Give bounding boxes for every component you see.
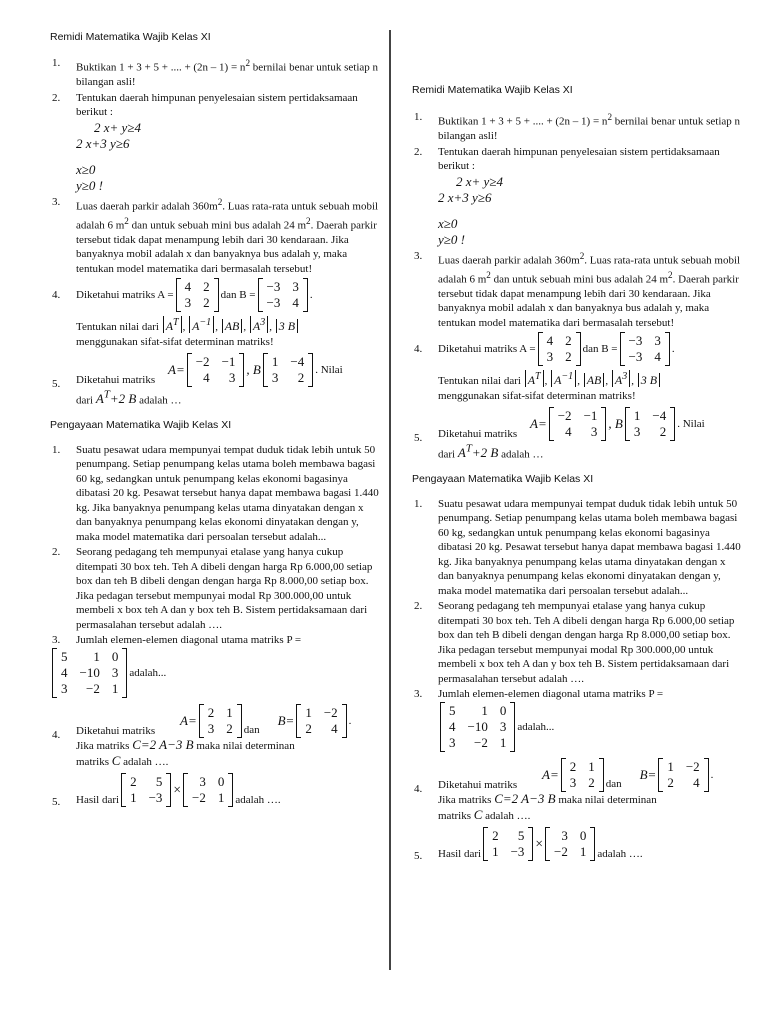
remidi-q2: 2. Tentukan daerah himpunan penyelesaian sistem pertidaksamaan berikut : 2 x+ y≥4 2 x+3 y≥6 x≥0 y≥0 ! <box>52 91 358 193</box>
remidi-q5: A= −2 −1 4 3 , B 1 −4 3 2 . Nilai 5. Diketahui matriks dari $A^T+2$ B adalah … <box>52 354 343 407</box>
left-column <box>50 0 380 808</box>
pengayaan-title: Pengayaan Matematika Wajib Kelas XI <box>50 418 232 431</box>
pengayaan-q3: 3. Jumlah elemen-elemen diagonal utama matriks P = 5 1 0 4 −10 3 3 −2 1 adalah... <box>414 688 664 750</box>
column-divider <box>389 30 391 970</box>
remidi-q4: 4. Diketahui matriks A = 4 2 3 2 dan B = −3 3 −3 4 . Tentukan nilai dari $A^T$ , $A^{-1}$ , AB , $A^3$ , 3 B menggunakan sifat-sifat determinan matriks! <box>414 333 675 402</box>
pengayaan-q1: 1. Suatu pesawat udara mempunyai tempat duduk tidak lebih untuk 50 penumpang. Setiap penumpang kelas utama boleh membawa bagasi 60 kg, sedangkan untuk penumpang kelas ekonomi bagasinya dibatasi 20 kg. Pesawat tersebut hanya dapat membawa bagasi 1.440 kg. Jika banyaknya penumpang kelas utama dinyatakan dengan x dan banyaknya penumpang kelas ekonomi dinyatakan dengan y, maka model matematika dari persoalan tersebut adalah... <box>414 497 741 597</box>
right-column <box>412 0 742 862</box>
remidi-list <box>50 56 380 408</box>
pengayaan-q4: A= 2 1 3 2 dan B= 1 −2 2 4 . 4. Diketahui matriks Jika matriks C=2 A−3 B maka nilai determinan matriks C adalah …. <box>414 758 714 822</box>
remidi-q3: 3. Luas daerah parkir adalah $360m^2$. Luas rata-rata untuk sebuah mobil adalah 6 $m^2$ dan untuk sebuah mini bus adalah 24 $m^2$. Daerah parkir tersebut tidak dapat menampung lebih dari 30 kendaraan. Jika banyaknya mobil adalah x dan banyaknya bus adalah y, maka tentukan model matematika dari bermasalah tersebut! <box>52 195 379 275</box>
remidi-q4: 4. Diketahui matriks A = 4 2 3 2 dan B = −3 3 −3 4 . Tentukan nilai dari $A^T$ , $A^{-1}$ , AB , $A^3$ , 3 B menggunakan sifat-sifat determinan matriks! <box>52 279 313 348</box>
pengayaan-q3: 3. Jumlah elemen-elemen diagonal utama matriks P = 5 1 0 4 −10 3 3 −2 1 adalah... <box>52 634 302 696</box>
remidi-list <box>412 110 742 462</box>
pengayaan-q2: 2. Seorang pedagang teh mempunyai etalase yang hanya cukup ditempati 30 box teh. Teh A dibeli dengan harga Rp 6.000,00 setiap box dan teh B dibeli dengan dengan harga Rp 8.000,00 setiap box. Jika pedagan tersebut mempunyai modal Rp 300.000,00 untuk membeli x box teh A dan y box teh B. Sistem pertidaksamaan dari permasalahan tersebut adalah …. <box>52 546 373 631</box>
pengayaan-title: Pengayaan Matematika Wajib Kelas XI <box>412 472 594 485</box>
pengayaan-q5: 5. Hasil dari 2 5 1 −3 × 3 0 −2 1 adalah …. <box>414 828 643 863</box>
pengayaan-q2: 2. Seorang pedagang teh mempunyai etalase yang hanya cukup ditempati 30 box teh. Teh A dibeli dengan harga Rp 6.000,00 setiap box dan teh B dibeli dengan dengan harga Rp 8.000,00 setiap box. Jika pedagan tersebut mempunyai modal Rp 300.000,00 untuk membeli x box teh A dan y box teh B. Sistem pertidaksamaan dari permasalahan tersebut adalah …. <box>414 600 735 685</box>
matrix-b: −3 3 −3 4 <box>258 278 308 312</box>
remidi-q5: A= −2 −1 4 3 , B 1 −4 3 2 . Nilai 5. Diketahui matriks dari $A^T+2$ B adalah … <box>414 408 705 461</box>
matrix-a: 4 2 3 2 <box>176 278 219 312</box>
remidi-title: Remidi Matematika Wajib Kelas XI <box>50 31 211 43</box>
pengayaan-list <box>412 497 742 862</box>
remidi-q2: 2. Tentukan daerah himpunan penyelesaian sistem pertidaksamaan berikut : 2 x+ y≥4 2 x+3 y≥6 x≥0 y≥0 ! <box>414 145 720 247</box>
remidi-title: Remidi Matematika Wajib Kelas XI <box>412 84 573 96</box>
pengayaan-q5: 5. Hasil dari 2 5 1 −3 × 3 0 −2 1 adalah …. <box>52 774 281 809</box>
pengayaan-q1: 1. Suatu pesawat udara mempunyai tempat duduk tidak lebih untuk 50 penumpang. Setiap penumpang kelas utama boleh membawa bagasi 60 kg, sedangkan untuk penumpang kelas ekonomi bagasinya dibatasi 20 kg. Pesawat tersebut hanya dapat membawa bagasi 1.440 kg. Jika banyaknya penumpang kelas utama dinyatakan dengan x dan banyaknya penumpang kelas ekonomi dinyatakan dengan y, maka model matematika dari persoalan tersebut adalah... <box>52 443 379 543</box>
pengayaan-list <box>50 443 380 808</box>
remidi-q3: 3. Luas daerah parkir adalah $360m^2$. Luas rata-rata untuk sebuah mobil adalah 6 $m^2$ dan untuk sebuah mini bus adalah 24 $m^2$. Daerah parkir tersebut tidak dapat menampung lebih dari 30 kendaraan. Jika banyaknya mobil adalah x dan banyaknya bus adalah y, maka tentukan model matematika dari bermasalah tersebut! <box>414 249 741 329</box>
remidi-q1: 1. Buktikan 1 + 3 + 5 + .... + $(2n - 1) = n^2$ bernilai benar untuk setiap n bilangan asli! <box>414 111 741 143</box>
remidi-q1: 1. Buktikan 1 + 3 + 5 + .... + $(2n - 1) = n^2$ bernilai benar untuk setiap n bilangan asli! <box>52 57 379 89</box>
pengayaan-q4: A= 2 1 3 2 dan B= 1 −2 2 4 . 4. Diketahui matriks Jika matriks C=2 A−3 B maka nilai determinan matriks C adalah …. <box>52 704 352 768</box>
